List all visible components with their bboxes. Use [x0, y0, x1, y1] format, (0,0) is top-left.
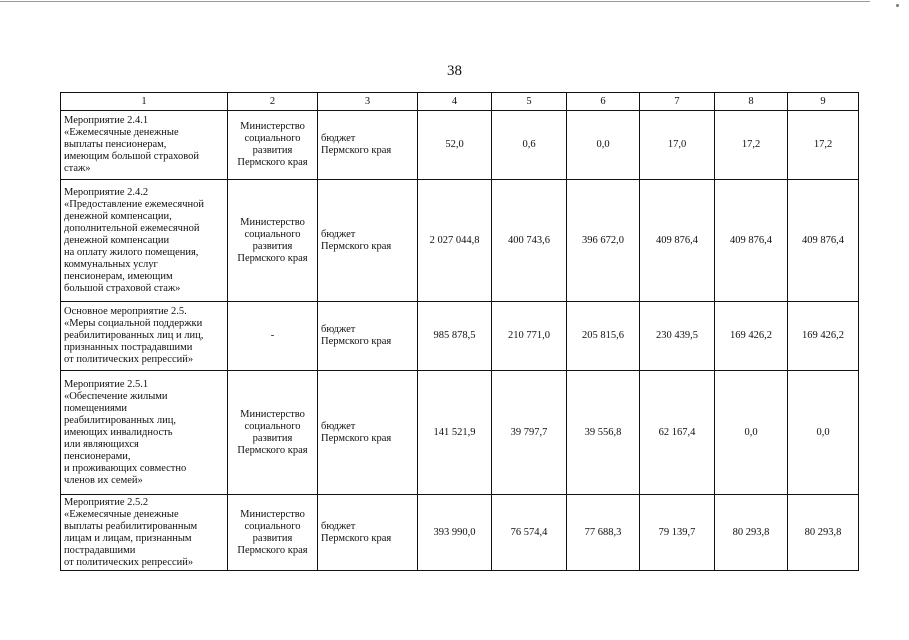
value-year1-cell: 210 771,0: [492, 302, 567, 371]
value-total-cell: 393 990,0: [418, 495, 492, 571]
value-year2-cell: 77 688,3: [567, 495, 640, 571]
header-col-5: 5: [492, 93, 567, 111]
header-col-6: 6: [567, 93, 640, 111]
executor-cell: Министерство социального развития Пермского края: [228, 371, 318, 495]
value-year5-cell: 409 876,4: [788, 180, 859, 302]
value-year2-cell: 205 815,6: [567, 302, 640, 371]
executor-cell: -: [228, 302, 318, 371]
event-cell: Мероприятие 2.4.2 «Предоставление ежемесячной денежной компенсации, дополнительной ежемесячной денежной компенсации на оплату жилого помещения, коммунальных услуг пенсионерам, имеющим большой страховой стаж»: [61, 180, 228, 302]
source-cell: бюджет Пермского края: [318, 371, 418, 495]
event-cell: Мероприятие 2.4.1 «Ежемесячные денежные выплаты пенсионерам, имеющим большой страховой стаж»: [61, 111, 228, 180]
header-col-9: 9: [788, 93, 859, 111]
value-year4-cell: 80 293,8: [715, 495, 788, 571]
source-cell: бюджет Пермского края: [318, 111, 418, 180]
table-row: [61, 302, 859, 371]
value-year4-cell: 409 876,4: [715, 180, 788, 302]
source-cell: бюджет Пермского края: [318, 302, 418, 371]
value-year1-cell: 400 743,6: [492, 180, 567, 302]
header-col-3: 3: [318, 93, 418, 111]
value-year1-cell: 0,6: [492, 111, 567, 180]
executor-cell: Министерство социального развития Пермского края: [228, 180, 318, 302]
value-total-cell: 2 027 044,8: [418, 180, 492, 302]
value-year3-cell: 17,0: [640, 111, 715, 180]
value-total-cell: 141 521,9: [418, 371, 492, 495]
event-cell: Мероприятие 2.5.2 «Ежемесячные денежные выплаты реабилитированным лицам и лицам, признанным пострадавшими от политических репрессий»: [61, 495, 228, 571]
value-year1-cell: 39 797,7: [492, 371, 567, 495]
value-year5-cell: 169 426,2: [788, 302, 859, 371]
value-year2-cell: 39 556,8: [567, 371, 640, 495]
header-col-1: 1: [61, 93, 228, 111]
header-row: [61, 93, 859, 111]
header-col-7: 7: [640, 93, 715, 111]
value-year5-cell: 80 293,8: [788, 495, 859, 571]
source-cell: бюджет Пермского края: [318, 495, 418, 571]
scan-speck: [896, 4, 899, 7]
value-year5-cell: 0,0: [788, 371, 859, 495]
executor-cell: Министерство социального развития Пермского края: [228, 111, 318, 180]
page-number: 38: [447, 63, 462, 79]
page-top-border: [0, 1, 870, 2]
event-cell: Мероприятие 2.5.1 «Обеспечение жилыми помещениями реабилитированных лиц, имеющих инвалидность или являющихся пенсионерами, и проживающих совместно членов их семей»: [61, 371, 228, 495]
table-row: [61, 180, 859, 302]
table-row: [61, 371, 859, 495]
value-year3-cell: 230 439,5: [640, 302, 715, 371]
executor-cell: Министерство социального развития Пермского края: [228, 495, 318, 571]
budget-table: [60, 92, 859, 571]
table-row: [61, 495, 859, 571]
source-cell: бюджет Пермского края: [318, 180, 418, 302]
value-year4-cell: 169 426,2: [715, 302, 788, 371]
value-year2-cell: 396 672,0: [567, 180, 640, 302]
event-cell: Основное мероприятие 2.5. «Меры социальной поддержки реабилитированных лиц и лиц, признанных пострадавшими от политических репрессий»: [61, 302, 228, 371]
value-year3-cell: 409 876,4: [640, 180, 715, 302]
value-year2-cell: 0,0: [567, 111, 640, 180]
value-total-cell: 52,0: [418, 111, 492, 180]
value-year3-cell: 79 139,7: [640, 495, 715, 571]
value-year3-cell: 62 167,4: [640, 371, 715, 495]
value-year1-cell: 76 574,4: [492, 495, 567, 571]
header-col-2: 2: [228, 93, 318, 111]
value-year4-cell: 17,2: [715, 111, 788, 180]
value-total-cell: 985 878,5: [418, 302, 492, 371]
value-year5-cell: 17,2: [788, 111, 859, 180]
table-row: [61, 111, 859, 180]
header-col-8: 8: [715, 93, 788, 111]
value-year4-cell: 0,0: [715, 371, 788, 495]
header-col-4: 4: [418, 93, 492, 111]
